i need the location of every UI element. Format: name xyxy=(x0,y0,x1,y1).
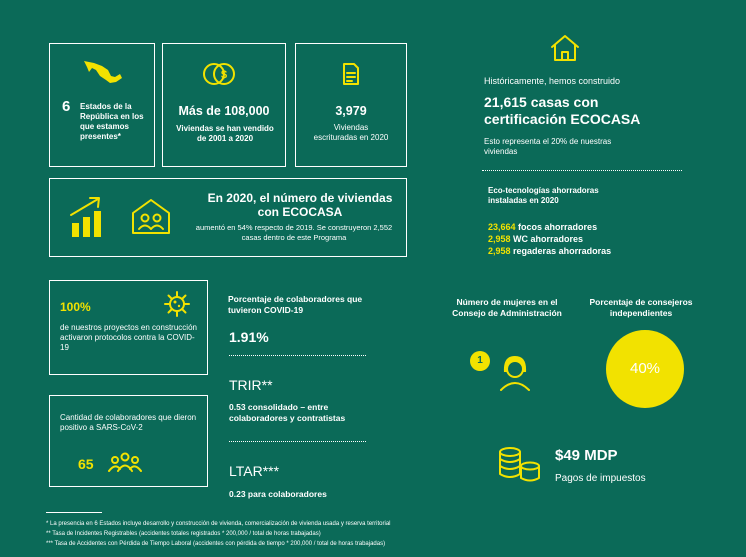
homes-sold-card xyxy=(162,43,286,167)
svg-text:$: $ xyxy=(220,69,228,81)
ecocasa-title: En 2020, el número de viviendas con ECOCASA xyxy=(207,191,393,219)
footnote: * La presencia en 6 Estados incluye desarrollo y construcción de vivienda, comercialización de vivienda usada y reserva territorial xyxy=(46,521,391,527)
covid-positive-label: Cantidad de colaboradores que dieron positivo a SARS-CoV-2 xyxy=(60,413,197,432)
homes-deeded-card xyxy=(295,43,407,167)
coin-stack-icon xyxy=(496,444,542,484)
woman-icon xyxy=(495,352,535,392)
homes-sold-title: Más de 108,000 xyxy=(178,104,270,118)
divider xyxy=(229,355,366,356)
covid-positive-card xyxy=(49,395,208,487)
footnotes xyxy=(46,519,736,549)
covid-positive-value: 65 xyxy=(78,456,94,472)
covid-percent: 100% xyxy=(60,300,91,314)
family-house-icon xyxy=(130,197,172,235)
eco-tech-item: 2,958 regaderas ahorradoras xyxy=(488,246,612,256)
states-stat xyxy=(58,98,153,142)
divider xyxy=(482,170,682,171)
history-title: 21,615 casas con certificación ECOCASA xyxy=(484,94,641,127)
covid-pct-label: Porcentaje de colaboradores que tuvieron COVID-19 xyxy=(228,294,363,315)
independent-label: Porcentaje de consejeros independientes xyxy=(589,297,693,318)
eco-tech-list xyxy=(488,221,611,257)
eco-tech-item: 2,958 WC ahorradores xyxy=(488,234,584,244)
taxes-label: Pagos de impuestos xyxy=(555,473,646,484)
ltar-label: LTAR*** xyxy=(229,463,280,479)
mexico-map-icon xyxy=(82,58,124,86)
taxes-value: $49 MDP xyxy=(555,447,618,464)
virus-icon xyxy=(162,289,192,319)
history-text: Esto representa el 20% de nuestras viviendas xyxy=(484,137,612,156)
trir-text: 0.53 consolidado – entre colaboradores y contratistas xyxy=(229,402,346,423)
house-icon xyxy=(549,33,581,63)
covid-pct-value: 1.91% xyxy=(229,329,269,345)
states-text: Estados de la República en los que estamos presentes* xyxy=(80,102,144,141)
ecocasa-card xyxy=(49,178,407,257)
history-intro: Históricamente, hemos construido xyxy=(484,76,621,86)
ltar-text: 0.23 para colaboradores xyxy=(229,489,327,499)
states-card xyxy=(49,43,155,167)
footnote: ** Tasa de Incidentes Registrables (accidentes totales registrados * 200,000 / total de horas trabajadas) xyxy=(46,531,321,537)
covid-protocol-card xyxy=(49,280,208,375)
coins-icon xyxy=(201,61,237,87)
women-board-label: Número de mujeres en el Consejo de Administración xyxy=(452,297,562,318)
homes-deeded-text: Viviendas escrituradas en 2020 xyxy=(313,123,389,142)
footnote-rule xyxy=(46,512,102,513)
states-number: 6 xyxy=(62,98,71,115)
trir-label: TRIR** xyxy=(229,377,273,393)
covid-text: de nuestros proyectos en construcción activaron protocolos contra la COVID-19 xyxy=(60,323,197,352)
footnote: *** Tasa de Accidentes con Pérdida de Tiempo Laboral (accidentes con pérdida de tiempo * 200,000 / total de horas trabajadas) xyxy=(46,541,386,547)
divider xyxy=(229,441,366,442)
women-board-value: 1 xyxy=(470,351,490,371)
eco-tech-item: 23,664 focos ahorradores xyxy=(488,222,598,232)
independent-value: 40% xyxy=(606,330,684,408)
growth-chart-icon xyxy=(68,195,110,239)
homes-sold-text: Viviendas se han vendido de 2001 a 2020 xyxy=(176,124,274,143)
homes-deeded-title: 3,979 xyxy=(335,104,367,118)
document-icon xyxy=(342,62,360,86)
ecocasa-text: aumentó en 54% respecto de 2019. Se construyeron 2,552 casas dentro de este Programa xyxy=(195,223,393,242)
people-group-icon xyxy=(108,451,142,473)
eco-tech-heading: Eco-tecnologías ahorradoras instaladas en 2020 xyxy=(488,186,599,205)
